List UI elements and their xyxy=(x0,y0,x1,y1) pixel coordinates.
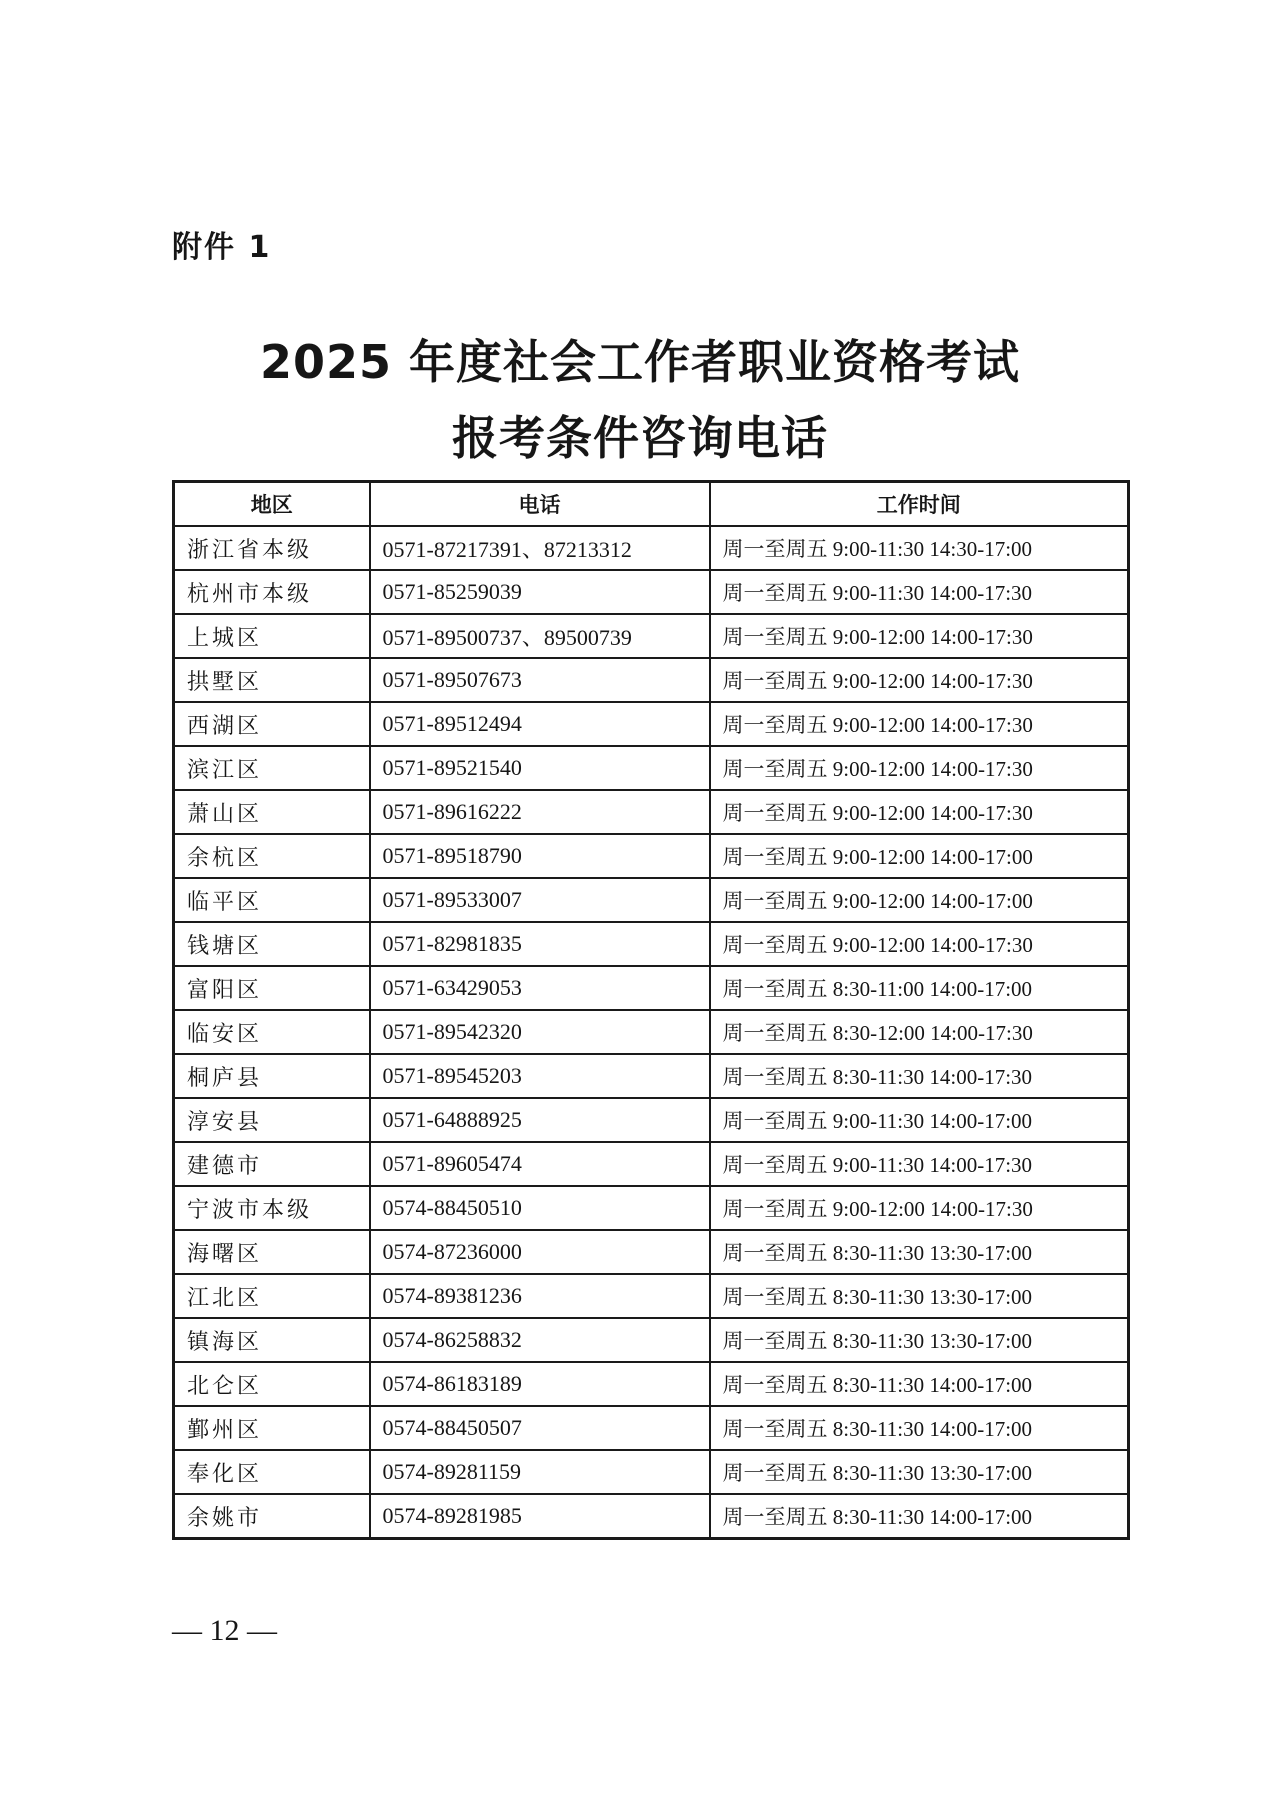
hours-cell: 周一至周五 8:30-11:30 14:00-17:00 xyxy=(710,1362,1129,1406)
table-header-row xyxy=(174,482,1129,527)
region-cell: 西湖区 xyxy=(174,702,370,746)
phone-cell: 0574-88450507 xyxy=(370,1406,710,1450)
table-row xyxy=(174,790,1129,834)
table-row xyxy=(174,834,1129,878)
phone-cell: 0574-86258832 xyxy=(370,1318,710,1362)
table-row xyxy=(174,570,1129,614)
phone-cell: 0574-89281985 xyxy=(370,1494,710,1539)
table-row xyxy=(174,1406,1129,1450)
phone-cell: 0571-89545203 xyxy=(370,1054,710,1098)
phone-cell: 0571-85259039 xyxy=(370,570,710,614)
hours-cell: 周一至周五 9:00-11:30 14:00-17:30 xyxy=(710,1142,1129,1186)
hours-cell: 周一至周五 8:30-11:30 14:00-17:30 xyxy=(710,1054,1129,1098)
table-row xyxy=(174,1274,1129,1318)
table-row xyxy=(174,1186,1129,1230)
table-row xyxy=(174,1318,1129,1362)
table-body xyxy=(174,526,1129,1539)
table-row xyxy=(174,1230,1129,1274)
phone-cell: 0574-89281159 xyxy=(370,1450,710,1494)
phone-cell: 0571-89521540 xyxy=(370,746,710,790)
table-row xyxy=(174,614,1129,658)
table-row xyxy=(174,526,1129,570)
region-cell: 宁波市本级 xyxy=(174,1186,370,1230)
table-row xyxy=(174,1142,1129,1186)
hours-cell: 周一至周五 8:30-11:30 13:30-17:00 xyxy=(710,1318,1129,1362)
hours-cell: 周一至周五 9:00-12:00 14:00-17:30 xyxy=(710,658,1129,702)
region-cell: 海曙区 xyxy=(174,1230,370,1274)
table-row xyxy=(174,1362,1129,1406)
phone-cell: 0574-87236000 xyxy=(370,1230,710,1274)
phone-cell: 0571-89533007 xyxy=(370,878,710,922)
region-cell: 余杭区 xyxy=(174,834,370,878)
table-row xyxy=(174,746,1129,790)
header-hours: 工作时间 xyxy=(710,482,1129,527)
region-cell: 拱墅区 xyxy=(174,658,370,702)
phone-cell: 0571-82981835 xyxy=(370,922,710,966)
region-cell: 鄞州区 xyxy=(174,1406,370,1450)
region-cell: 镇海区 xyxy=(174,1318,370,1362)
phone-cell: 0571-89605474 xyxy=(370,1142,710,1186)
phone-cell: 0574-89381236 xyxy=(370,1274,710,1318)
header-phone: 电话 xyxy=(370,482,710,527)
region-cell: 奉化区 xyxy=(174,1450,370,1494)
region-cell: 上城区 xyxy=(174,614,370,658)
table-row xyxy=(174,1010,1129,1054)
phone-cell: 0571-89518790 xyxy=(370,834,710,878)
attachment-label: 附件 1 xyxy=(172,230,272,265)
hours-cell: 周一至周五 8:30-12:00 14:00-17:30 xyxy=(710,1010,1129,1054)
region-cell: 钱塘区 xyxy=(174,922,370,966)
phone-cell: 0571-89512494 xyxy=(370,702,710,746)
region-cell: 滨江区 xyxy=(174,746,370,790)
table-row xyxy=(174,1494,1129,1539)
region-cell: 杭州市本级 xyxy=(174,570,370,614)
table-row xyxy=(174,966,1129,1010)
region-cell: 淳安县 xyxy=(174,1098,370,1142)
phone-cell: 0571-89507673 xyxy=(370,658,710,702)
region-cell: 建德市 xyxy=(174,1142,370,1186)
table-row xyxy=(174,658,1129,702)
hours-cell: 周一至周五 9:00-12:00 14:00-17:00 xyxy=(710,834,1129,878)
region-cell: 萧山区 xyxy=(174,790,370,834)
table-row xyxy=(174,1450,1129,1494)
hours-cell: 周一至周五 8:30-11:30 14:00-17:00 xyxy=(710,1494,1129,1539)
region-cell: 余姚市 xyxy=(174,1494,370,1539)
region-cell: 桐庐县 xyxy=(174,1054,370,1098)
hours-cell: 周一至周五 8:30-11:30 13:30-17:00 xyxy=(710,1274,1129,1318)
region-cell: 临安区 xyxy=(174,1010,370,1054)
region-cell: 富阳区 xyxy=(174,966,370,1010)
table-row xyxy=(174,1054,1129,1098)
region-cell: 北仑区 xyxy=(174,1362,370,1406)
page-number: — 12 — xyxy=(172,1614,277,1647)
table-row xyxy=(174,878,1129,922)
contact-table xyxy=(172,480,1130,1540)
phone-cell: 0571-64888925 xyxy=(370,1098,710,1142)
hours-cell: 周一至周五 8:30-11:30 13:30-17:00 xyxy=(710,1450,1129,1494)
phone-cell: 0571-87217391、87213312 xyxy=(370,526,710,570)
table-row xyxy=(174,922,1129,966)
phone-cell: 0571-89500737、89500739 xyxy=(370,614,710,658)
hours-cell: 周一至周五 9:00-12:00 14:00-17:30 xyxy=(710,922,1129,966)
table-row xyxy=(174,1098,1129,1142)
hours-cell: 周一至周五 8:30-11:00 14:00-17:00 xyxy=(710,966,1129,1010)
region-cell: 临平区 xyxy=(174,878,370,922)
table-row xyxy=(174,702,1129,746)
hours-cell: 周一至周五 9:00-12:00 14:00-17:30 xyxy=(710,1186,1129,1230)
region-cell: 江北区 xyxy=(174,1274,370,1318)
contact-table-wrapper xyxy=(172,480,1127,1540)
hours-cell: 周一至周五 9:00-12:00 14:00-17:30 xyxy=(710,790,1129,834)
hours-cell: 周一至周五 9:00-11:30 14:00-17:00 xyxy=(710,1098,1129,1142)
hours-cell: 周一至周五 9:00-12:00 14:00-17:00 xyxy=(710,878,1129,922)
region-cell: 浙江省本级 xyxy=(174,526,370,570)
header-region: 地区 xyxy=(174,482,370,527)
hours-cell: 周一至周五 8:30-11:30 14:00-17:00 xyxy=(710,1406,1129,1450)
hours-cell: 周一至周五 8:30-11:30 13:30-17:00 xyxy=(710,1230,1129,1274)
hours-cell: 周一至周五 9:00-11:30 14:30-17:00 xyxy=(710,526,1129,570)
document-title-line-1: 2025 年度社会工作者职业资格考试 xyxy=(259,335,1021,389)
document-title-line-2: 报考条件咨询电话 xyxy=(452,411,828,465)
hours-cell: 周一至周五 9:00-12:00 14:00-17:30 xyxy=(710,614,1129,658)
phone-cell: 0574-86183189 xyxy=(370,1362,710,1406)
phone-cell: 0571-63429053 xyxy=(370,966,710,1010)
hours-cell: 周一至周五 9:00-12:00 14:00-17:30 xyxy=(710,746,1129,790)
phone-cell: 0571-89616222 xyxy=(370,790,710,834)
phone-cell: 0571-89542320 xyxy=(370,1010,710,1054)
hours-cell: 周一至周五 9:00-12:00 14:00-17:30 xyxy=(710,702,1129,746)
hours-cell: 周一至周五 9:00-11:30 14:00-17:30 xyxy=(710,570,1129,614)
phone-cell: 0574-88450510 xyxy=(370,1186,710,1230)
